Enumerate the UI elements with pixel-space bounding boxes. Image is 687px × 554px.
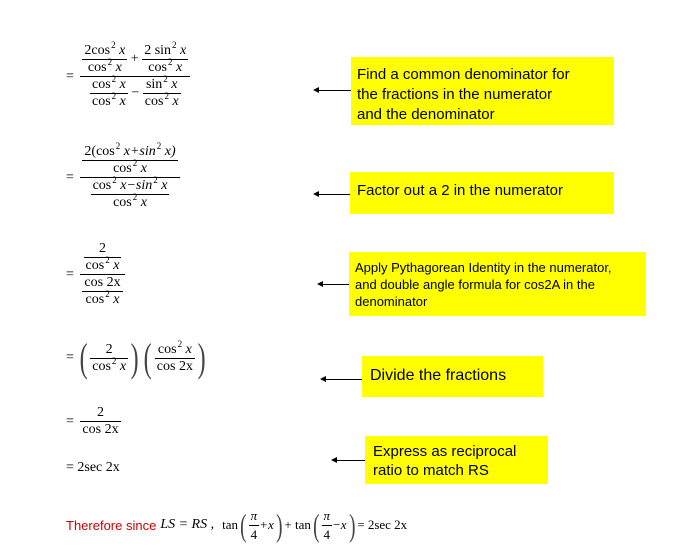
- fraction: $\frac{\sin^2 x}{\cos^2 x}$: [144, 74, 179, 109]
- fraction: $\frac{2 \sin^2 x}{\cos^2 x}$: [144, 40, 187, 75]
- equals-sign: =: [66, 266, 74, 282]
- step4-expression: [66, 335, 208, 380]
- step2-expression: [66, 141, 180, 210]
- arrow-left-icon: [325, 379, 363, 380]
- right-paren: ): [348, 507, 356, 543]
- minus-x: −x: [332, 517, 347, 532]
- note-common-denominator: Find a common denominator for the fractions in the numerator and the denominator: [351, 57, 614, 125]
- equals-sign: =: [66, 169, 74, 185]
- left-paren: (: [240, 507, 247, 543]
- equals-sign: =: [66, 350, 74, 365]
- right-paren: ): [130, 335, 139, 380]
- note-reciprocal: Express as reciprocal ratio to match RS: [365, 436, 548, 484]
- left-paren: (: [312, 507, 320, 543]
- fraction: $\frac{2\cos^2 x}{\cos^2 x}$: [84, 40, 126, 75]
- plus-x: +x: [259, 517, 274, 532]
- plus-sign: +: [130, 51, 139, 67]
- conclusion-prefix: Therefore since: [66, 517, 157, 533]
- step6-expression: = 2sec 2x: [66, 460, 120, 475]
- plus-tan: + tan: [284, 517, 311, 532]
- note-pythagorean-identity: Apply Pythagorean Identity in the numerator, and double angle formula for cos2A in the denominator: [349, 252, 646, 316]
- arrow-left-icon: [336, 460, 366, 461]
- complex-fraction: [80, 242, 124, 307]
- fraction: $\frac{2}{\cos^2 x}$: [85, 241, 120, 273]
- complex-fraction: [80, 40, 190, 109]
- term: 2cos: [84, 43, 111, 58]
- step1-expression: [66, 40, 190, 109]
- conclusion-relation: LS = RS ,: [160, 517, 215, 532]
- step3-expression: [66, 242, 125, 307]
- equals-sign: =: [66, 68, 74, 84]
- fraction: $\frac{\cos^2 x-\sin^2 x}{\cos^2 x}$: [92, 175, 168, 210]
- right-paren: ): [275, 507, 283, 543]
- fraction: $\frac{\pi}{4}$: [323, 507, 331, 542]
- arrow-left-icon: [318, 90, 352, 91]
- arrow-left-icon: [322, 284, 350, 285]
- left-paren: (: [144, 335, 153, 380]
- note-factor-two: Factor out a 2 in the numerator: [350, 172, 614, 214]
- fraction: $\frac{\cos 2x}{\cos^2 x}$: [84, 275, 121, 307]
- fraction: $\frac{2(\cos^2 x+\sin^2 x)}{\cos^2 x}$: [84, 141, 176, 176]
- tan-function: tan: [222, 517, 239, 532]
- arrow-left-icon: [318, 194, 352, 195]
- equals-sign: =: [66, 413, 74, 429]
- conclusion-rhs: = 2sec 2x: [357, 517, 408, 532]
- fraction: $\frac{2}{\cos^2 x}$: [92, 341, 127, 374]
- complex-fraction: [80, 141, 179, 210]
- note-divide-fractions: Divide the fractions: [362, 356, 543, 397]
- step5-expression: [66, 406, 121, 437]
- left-paren: (: [79, 335, 88, 380]
- fraction: $\frac{\pi}{4}$: [250, 507, 258, 542]
- fraction: $\frac{2}{\cos 2x}$: [82, 405, 119, 437]
- fraction: $\frac{\cos^2 x}{\cos^2 x}$: [91, 74, 126, 109]
- denominator-difference: [88, 74, 183, 109]
- fraction: $\frac{\cos^2 x}{\cos 2x}$: [156, 338, 193, 374]
- conclusion: [66, 505, 407, 545]
- right-paren: ): [197, 335, 206, 380]
- numerator-sum: [80, 40, 190, 75]
- minus-sign: −: [131, 85, 140, 101]
